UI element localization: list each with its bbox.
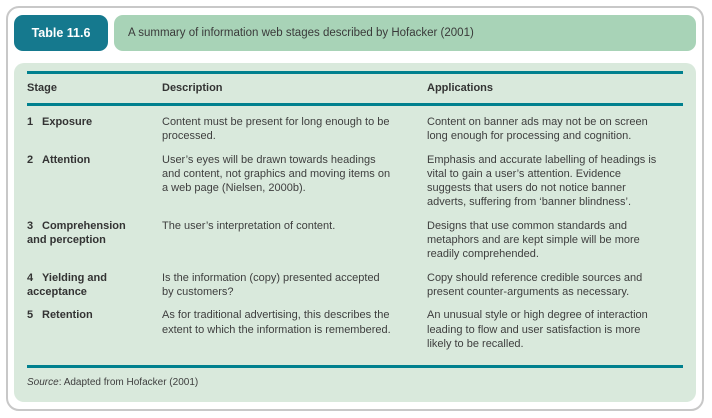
- row-number: 4: [27, 271, 34, 284]
- applications-cell: Copy should reference credible sources and present counter-arguments as necessary.: [427, 271, 643, 298]
- description-cell: Content must be present for long enough to be processed.: [162, 116, 390, 143]
- table-body: [27, 106, 683, 351]
- applications-cell: An unusual style or high degree of interaction leading to flow and user satisfaction is more likely to be recalled.: [427, 309, 648, 350]
- applications-cell: Content on banner ads may not be on screen long enough for processing and cognition.: [427, 116, 648, 143]
- table-row: [27, 153, 683, 210]
- table-row: [27, 115, 683, 144]
- column-header-description: Description: [162, 82, 223, 94]
- stage-cell: [27, 271, 147, 300]
- stage-name: Exposure: [42, 116, 93, 128]
- column-header-applications: Applications: [427, 82, 494, 94]
- table-panel: [14, 63, 696, 402]
- row-number: 2: [27, 153, 34, 166]
- stage-cell: [27, 219, 147, 262]
- table-number-badge: Table 11.6: [14, 15, 108, 51]
- table-header-row: [27, 71, 683, 106]
- description-cell: Is the information (copy) presented accepted by customers?: [162, 271, 380, 298]
- stage-name: Retention: [42, 309, 93, 322]
- row-number: 3: [27, 219, 34, 232]
- stage-cell: [27, 153, 147, 210]
- table-row: [27, 271, 683, 300]
- stage-cell: [27, 308, 147, 351]
- description-cell: The user’s interpretation of content.: [162, 219, 336, 232]
- row-number: 1: [27, 116, 34, 128]
- stage-name: Attention: [42, 153, 91, 166]
- table-row: [27, 219, 683, 262]
- description-cell: User’s eyes will be drawn towards headings and content, not graphics and moving items on a web page (Nielsen, 2000b).: [162, 153, 391, 195]
- figure-header: [14, 15, 696, 51]
- table-figure: [6, 6, 704, 411]
- row-number: 5: [27, 309, 34, 322]
- source-text: : Adapted from Hofacker (2001): [58, 377, 199, 389]
- applications-cell: Emphasis and accurate labelling of headings is vital to gain a user’s attention. Evidence suggests that users do not notice banner adverts, suffering from ‘banner blindness’.: [427, 153, 657, 209]
- table-caption: A summary of information web stages described by Hofacker (2001): [114, 15, 696, 51]
- stage-name: Comprehension and perception: [27, 219, 126, 247]
- source-label: Source: [27, 377, 59, 389]
- applications-cell: Designs that use common standards and metaphors and are kept simple will be more readily comprehended.: [427, 219, 640, 261]
- table-row: [27, 308, 683, 351]
- column-header-stage: Stage: [27, 82, 57, 94]
- source-note: [27, 365, 683, 390]
- stage-name: Yielding and acceptance: [27, 271, 107, 298]
- description-cell: As for traditional advertising, this describes the extent to which the information is remembered.: [162, 309, 391, 336]
- stage-cell: [27, 115, 147, 144]
